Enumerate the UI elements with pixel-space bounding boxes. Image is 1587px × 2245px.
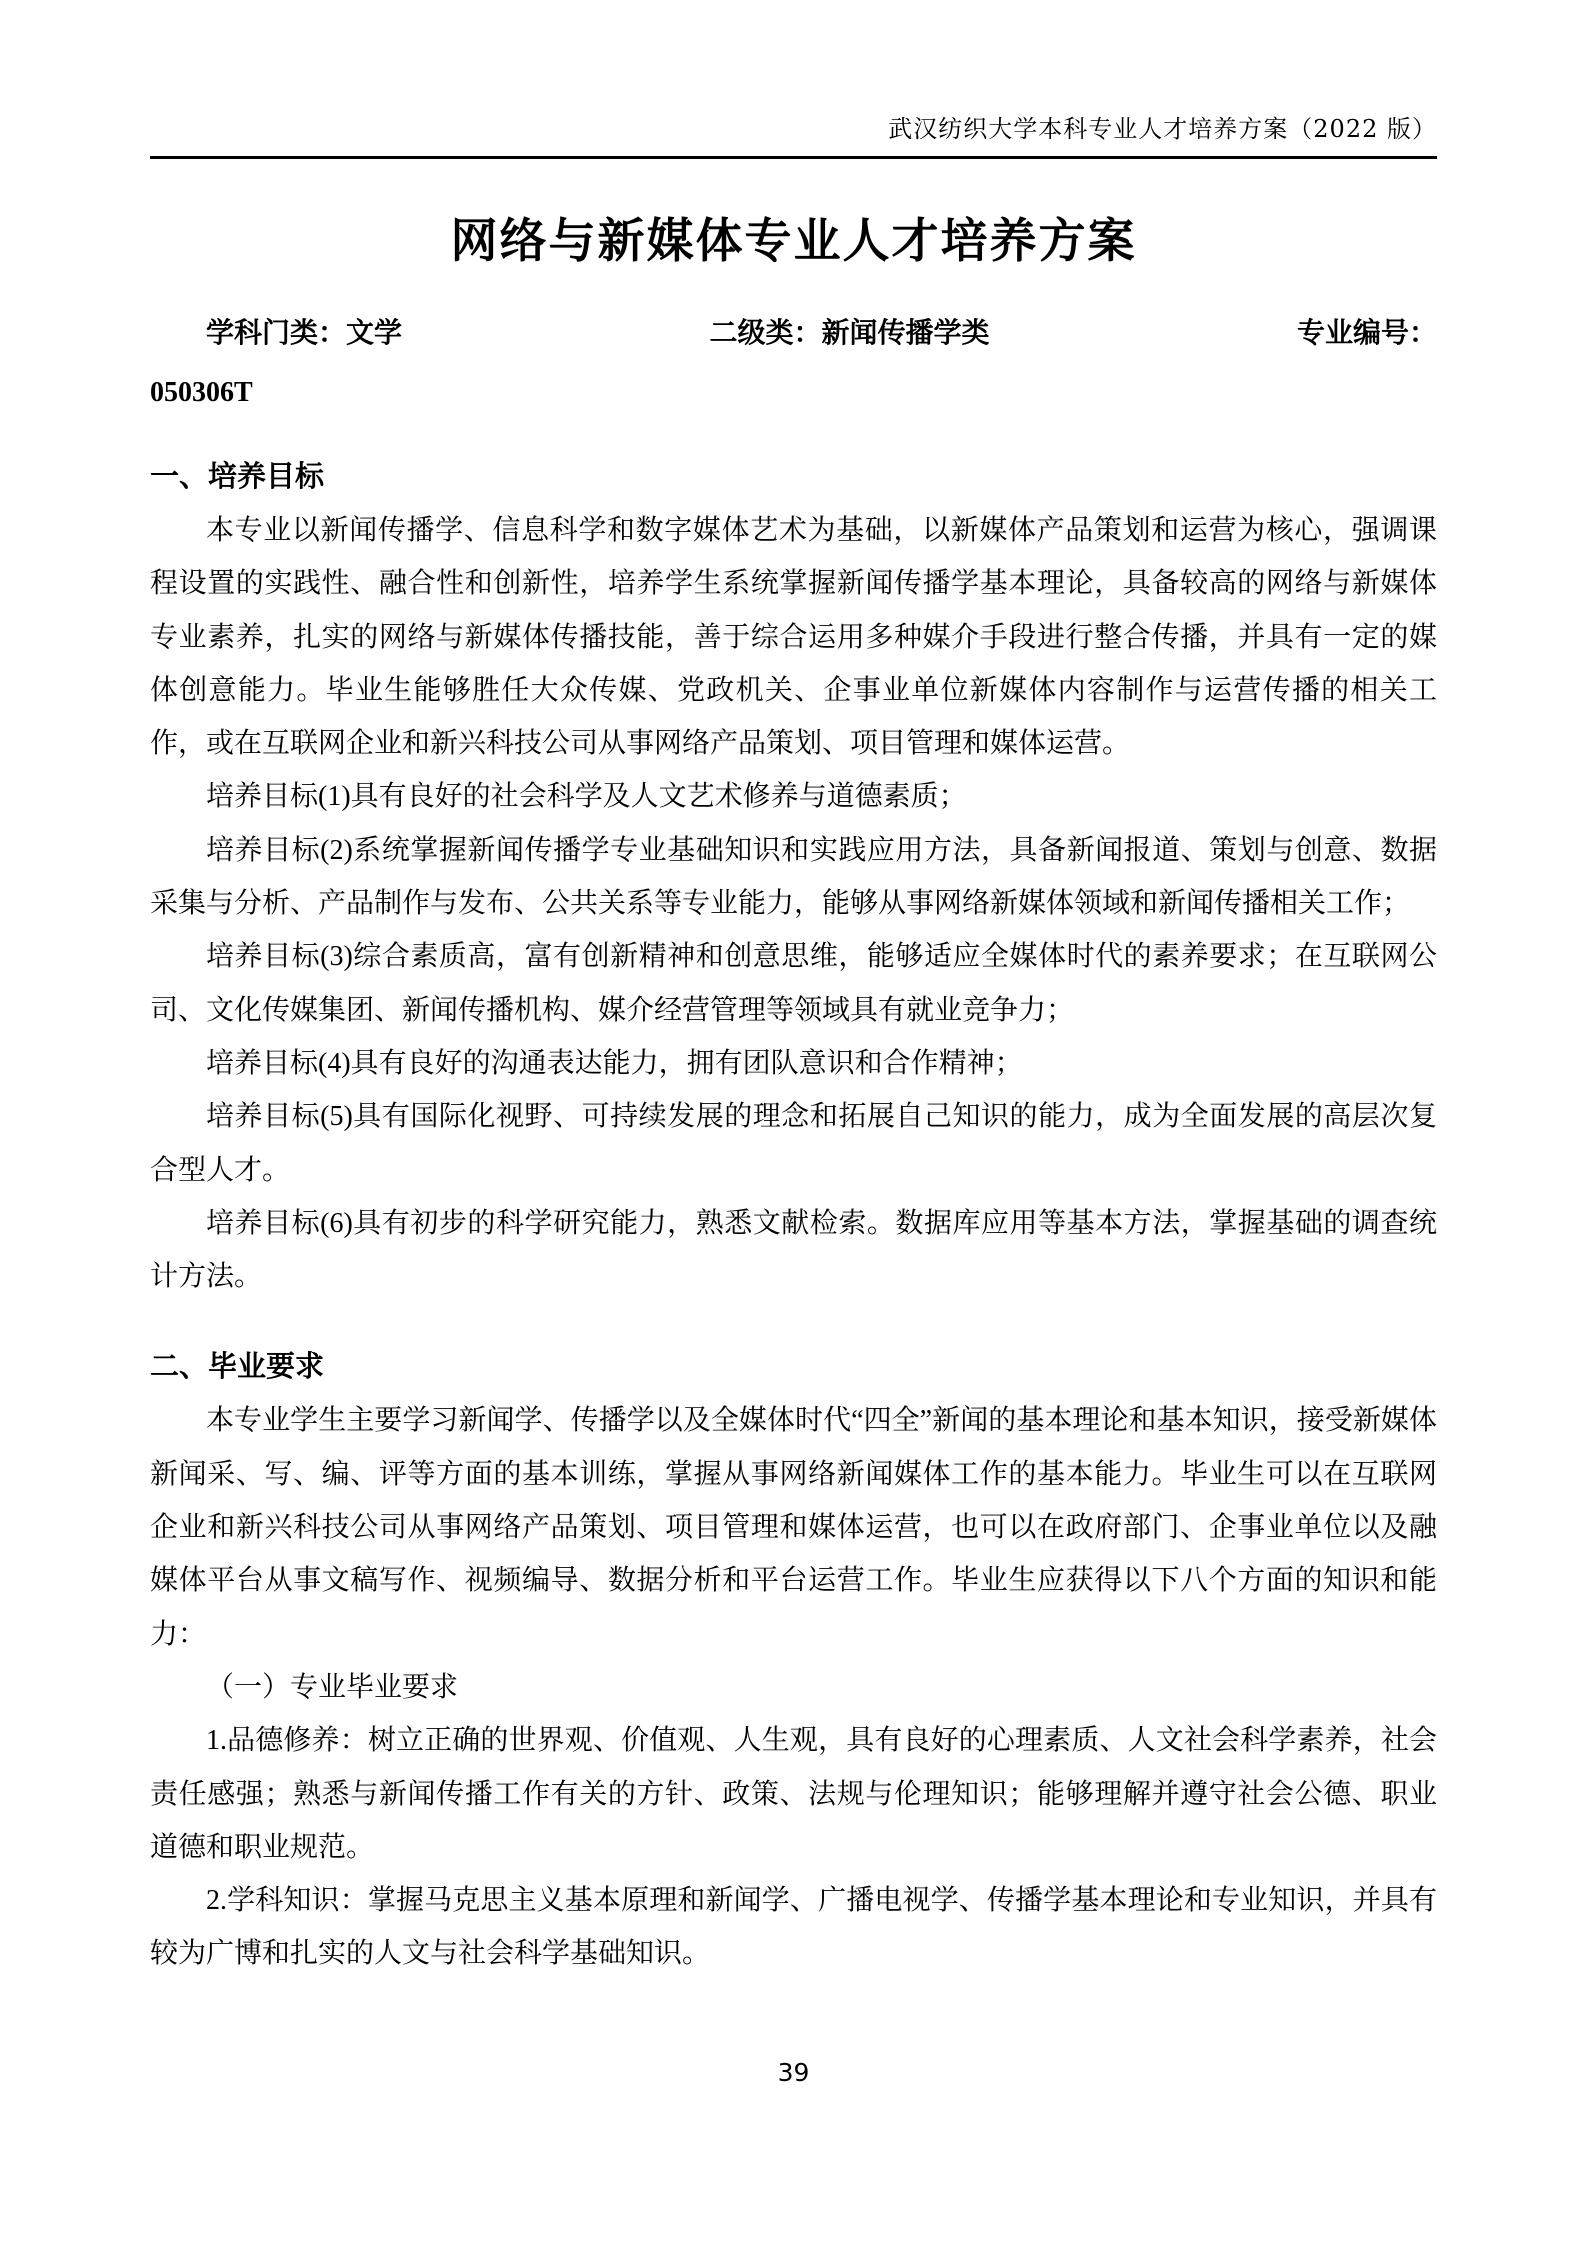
header-text: 武汉纺织大学本科专业人才培养方案（2022 版） [888, 115, 1437, 143]
meta-discipline: 学科门类：文学 [206, 317, 403, 348]
paragraph-requirement-1-morality: 1.品德修养：树立正确的世界观、价值观、人生观，具有良好的心理素质、人文社会科学素养，社会责任感强；熟悉与新闻传播工作有关的方针、政策、法规与伦理知识；能够理解并遵守社会公德、职业道德和职业规范。 [150, 1725, 1437, 1863]
paragraph-objective-6: 培养目标(6)具有初步的科学研究能力，熟悉文献检索。数据库应用等基本方法，掌握基础的调查统计方法。 [150, 1207, 1437, 1293]
paragraph-objective-1: 培养目标(1)具有良好的社会科学及人文艺术修养与道德素质； [206, 781, 967, 813]
meta-secondary-class: 二级类：新闻传播学类 [709, 317, 990, 348]
paragraph-objective-5: 培养目标(5)具有国际化视野、可持续发展的理念和拓展自己知识的能力，成为全面发展的高层次复合型人才。 [150, 1101, 1437, 1186]
section-heading-graduation-requirements: 二、毕业要求 [150, 1351, 325, 1384]
page-number: 39 [777, 2058, 810, 2087]
paragraph-objective-4: 培养目标(4)具有良好的沟通表达能力，拥有团队意识和合作精神； [206, 1047, 1023, 1079]
paragraph-subheading-major-requirements: （一）专业毕业要求 [206, 1671, 459, 1703]
page-title: 网络与新媒体专业人才培养方案 [450, 214, 1137, 267]
paragraph-objective-2: 培养目标(2)系统掌握新闻传播学专业基础知识和实践应用方法，具备新闻报道、策划与创意、数据采集与分析、产品制作与发布、公共关系等专业能力，能够从事网络新媒体领域和新闻传播相关工作； [150, 834, 1437, 920]
meta-code-label: 专业编号： [1296, 317, 1437, 348]
paragraph-overview: 本专业以新闻传播学、信息科学和数字媒体艺术为基础，以新媒体产品策划和运营为核心，强调课程设置的实践性、融合性和创新性，培养学生系统掌握新闻传播学基本理论，具备较高的网络与新媒体专业素养，扎实的网络与新媒体传播技能，善于综合运用多种媒介手段进行整合传播，并具有一定的媒体创意能力。毕业生能够胜任大众传媒、党政机关、企事业单位新媒体内容制作与运营传播的相关工作，或在互联网企业和新兴科技公司从事网络产品策划、项目管理和媒体运营。 [150, 515, 1437, 760]
page-header [150, 0, 1437, 159]
paragraph-requirement-2-knowledge: 2.学科知识：掌握马克思主义基本原理和新闻学、广播电视学、传播学基本理论和专业知识，并具有较为广博和扎实的人文与社会科学基础知识。 [150, 1885, 1437, 1970]
major-code: 050306T [150, 377, 253, 408]
meta-row [150, 313, 1437, 353]
paragraph-objective-3: 培养目标(3)综合素质高，富有创新精神和创意思维，能够适应全媒体时代的素养要求；在互联网公司、文化传媒集团、新闻传播机构、媒介经营管理等领域具有就业竞争力； [150, 941, 1437, 1026]
section-heading-training-objectives: 一、培养目标 [150, 461, 325, 493]
paragraph-requirements-overview: 本专业学生主要学习新闻学、传播学以及全媒体时代“四全”新闻的基本理论和基本知识，接受新媒体新闻采、写、编、评等方面的基本训练，掌握从事网络新闻媒体工作的基本能力。毕业生可以在互联网企业和新兴科技公司从事网络产品策划、项目管理和媒体运营，也可以在政府部门、企事业单位以及融媒体平台从事文稿写作、视频编导、数据分析和平台运营工作。毕业生应获得以下八个方面的知识和能力： [150, 1405, 1437, 1650]
